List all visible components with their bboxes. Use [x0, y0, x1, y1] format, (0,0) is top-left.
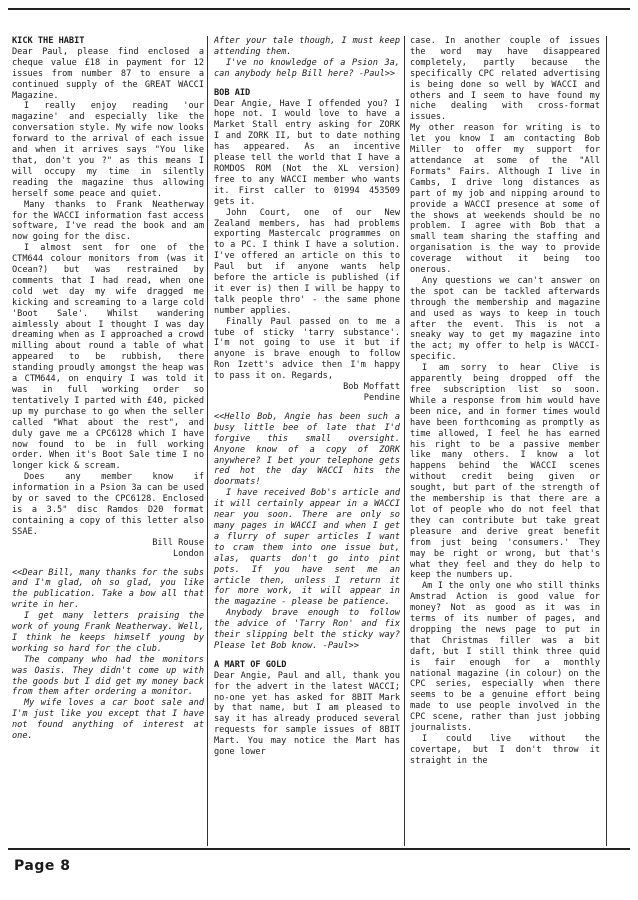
letter-paragraph: My other reason for writing is to let you know I am contacting Bob Miller to offer my support for attendance at some of the "All Formats" Fairs. Although I live in Cambs, I drive long distances as part of my job and nipping around to provide a WACCI presence at some of the shows at weekends should be no problem. I agree with Bob that a small team sharing the staffing and organisation is the way to provide coverage without it being too onerous. — [410, 123, 600, 276]
page-number: Page 8 — [14, 858, 71, 874]
signature-name: Bob Moffatt — [343, 382, 400, 393]
letter-paragraph: Many thanks to Frank Neatherway for the WACCI information fast access software, I've read the book and am now going for the disc. — [12, 199, 204, 243]
column-divider — [606, 36, 607, 846]
editor-reply: <<Hello Bob, Angie has been such a busy little bee of late that I'd forgive this small oversight. Anyone know of a copy of ZORK anywhere? I bet your telephone gets red hot the day WACCI hits the doormats! — [214, 411, 400, 488]
column-1 — [12, 36, 204, 842]
column-2 — [214, 36, 400, 842]
editor-reply: I've no knowledge of a Psion 3a, can anybody help Bill here? -Paul>> — [214, 57, 400, 79]
signature-place: London — [172, 548, 204, 559]
editor-reply: After your tale though, I must keep attending them. — [214, 36, 400, 57]
column-divider — [404, 36, 405, 846]
column-divider — [207, 36, 208, 846]
signature-place: Pendine — [363, 393, 400, 403]
heading-a-mart-of-gold: A MART OF GOLD — [214, 659, 287, 670]
signature-name: Bill Rouse — [152, 537, 204, 548]
letter-paragraph: I could live without the covertape, but I don't throw it straight in the — [410, 734, 600, 766]
editor-reply: Anybody brave enough to follow the advice of 'Tarry Ron' and fix their slipping belt the sticky way? Please let Bob know. -Paul>> — [214, 608, 400, 651]
letter-paragraph: Any questions we can't answer on the spot can be tackled afterwards through the membership and magazine and used as ways to keep in touch after the event. This is not a sneaky way to get my magazine into the act; my offer to help is WACCI-specific. — [410, 275, 600, 363]
letter-paragraph: Dear Angie, Have I offended you? I hope not. I would love to have a Market Stall entry asking for ZORK I and ZORK II, but to date nothing has appeared. As an incentive please tell the world that I have a ROMDOS ROM (Not the XL version) free to any WACCI member who wants it. First caller to 01994 453509 gets it. — [214, 98, 400, 207]
editor-reply: I have received Bob's article and it will certainly appear in a WACCI near you soon. There are only so many pages in WACCI and when I get a flurry of super articles I want to cram them into one issue but, alas, quarts don't go into pint pots. If you have sent me an article then, unless I return it for more work, it will appear in the magazine - please be patience. — [214, 488, 400, 608]
bottom-rule — [8, 848, 630, 850]
letter-paragraph: Dear Angie, Paul and all, thank you for the advert in the latest WACCI; no-one yet has asked for 8BIT Mark by that name, but I am pleased to say it has already produced several requests for sample issues of 8BIT Mart. You may notice the Mart has gone lower — [214, 670, 400, 758]
heading-bob-aid: BOB AID — [214, 87, 251, 98]
letter-paragraph: I almost sent for one of the CTM644 colour monitors from (was it Ocean?) but was restrained by comments that I had read, when one cold wet day my wife dragged me kicking and screaming to a large cold 'Boot Sale'. Whilst wandering aimlessly about I thought I was day dreaming when as I approached a crowd milling about round a table of what appeared to be rubbish, there standing proudly amongst the heap was a CTM644, on enquiry I was told it was in full working order so tentatively I parted with £40, picked up my purchase to go when the seller called "What about the rest", and duly gave me a CPC6128 which I have now found to be in full working order. When it's Boot Sale time I no longer kick & scream. — [12, 243, 204, 472]
top-rule — [8, 8, 630, 10]
letter-paragraph: John Court, one of our New Zealand members, has had problems exporting Mastercalc programmes on to a PC. I think I have a solution. I've offered an article on this to Paul but if anyone wants help before the article is published (if it ever is) then I will be happy to talk people thro' - the same phone number applies. — [214, 207, 400, 316]
letter-paragraph: Finally Paul passed on to me a tube of sticky 'tarry substance'. I'm not going to use it but if anyone is brave enough to follow Ron Izett's advice then I'm happy to pass it on. Regards, — [214, 316, 400, 382]
editor-reply: <<Dear Bill, many thanks for the subs and I'm glad, oh so glad, you like the publication. Take a bow all that write in her. — [12, 567, 204, 611]
letter-paragraph: Am I the only one who still thinks Amstrad Action is good value for money? Not as good as it was in terms of its number of pages, and dropping the news page to put in that Christmas filler was a bit daft, but I still think three quid is fair enough for a monthly national magazine (in colour) on the CPC series, especially when there seems to be a genuine effort being made to use people involved in the CPC scene, rather than just jobbing journalists. — [410, 581, 600, 734]
letter-paragraph: case. In another couple of issues the word may have disappeared completely, partly because the specifically CPC related advertising is being done so well by WACCI and others and I seem to have found my niche dealing with cross-format issues. — [410, 36, 600, 123]
letter-paragraph: Does any member know if information in a Psion 3a can be used by or saved to the CPC6128. Enclosed is a 3.5" disc Ramdos D20 format containing a copy of this letter also SSAE. — [12, 472, 204, 537]
editor-reply: I get many letters praising the work of young Frank Neatherway. Well, I think he keeps himself young by working so hard for the club. — [12, 611, 204, 654]
letter-paragraph: I am sorry to hear Clive is apparently being dropped off the free subscription list so soon. While a response from him would have been nice, and in former times would have been forthcoming as promptly as time allowed, I feel he has earned his right to be a passive member like many others. I know a lot happens behind the WACCI scenes without credit being given or sought, but part of the strength of the membership is that there are a lot of people who do not feel that they can contribute but take great pleasure and derive great benefit from just being 'consumers.' They may be right or wrong, but that's what they feel and they do help to keep the numbers up. — [410, 363, 600, 581]
heading-kick-the-habit: KICK THE HABIT — [12, 36, 85, 46]
column-3 — [410, 36, 600, 842]
letter-paragraph: Dear Paul, please find enclosed a cheque value £18 in payment for 12 issues from number 87 to ensure a continued supply of the GREAT WACCI Magazine. — [12, 46, 204, 101]
editor-reply: The company who had the monitors was Oasis. They didn't come up with the goods but I did get my money back from them after ordering a monitor. — [12, 654, 204, 698]
editor-reply: My wife loves a car boot sale and I'm just like you except that I have not found anything of interest at one. — [12, 698, 204, 742]
letter-paragraph: I really enjoy reading 'our magazine' and especially like the conversation style. My wife now looks forward to the arrival of each issue and when it arrives says "You like that, don't you ?" as this means I will occupy my time in silently reading the magazine thus allowing herself some peace and quiet. — [12, 101, 204, 199]
